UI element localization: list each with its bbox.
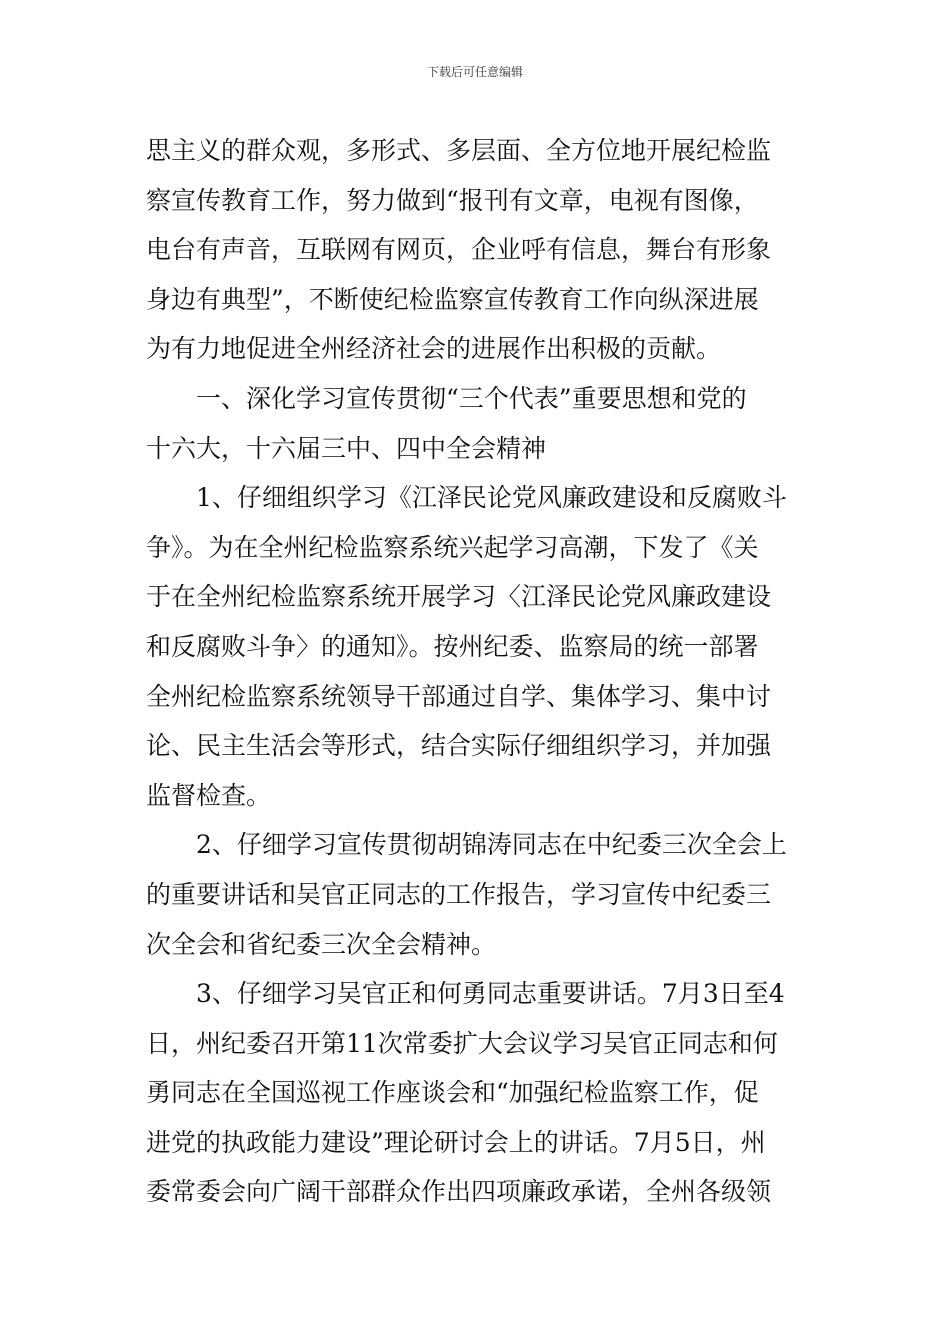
text-line: 论、民主生活会等形式，结合实际仔细组织学习，并加强: [146, 731, 772, 761]
text-line: 电台有声音，互联网有网页，企业呼有信息，舞台有形象: [146, 235, 772, 265]
text-line: 2、仔细学习宣传贯彻胡锦涛同志在中纪委三次全会上: [196, 830, 787, 860]
text-line: 进党的执政能力建设”理论研讨会上的讲话。7月5日，州: [146, 1127, 766, 1157]
page-header: 下载后可任意编辑: [426, 65, 523, 79]
text-line: 全州纪检监察系统领导干部通过自学、集体学习、集中讨: [146, 681, 772, 711]
text-line: 为有力地促进全州经济社会的进展作出积极的贡献。: [146, 334, 722, 364]
text-line: 一、深化学习宣传贯彻“三个代表”重要思想和党的: [196, 383, 747, 413]
text-line: 和反腐败斗争〉的通知》。按州纪委、监察局的统一部署: [146, 631, 759, 661]
text-line: 十六大，十六届三中、四中全会精神: [146, 433, 547, 463]
text-line: 于在全州纪检监察系统开展学习〈江泽民论党风廉政建设: [146, 582, 772, 612]
text-line: 身边有典型”，不断使纪检监察宣传教育工作向纵深进展: [146, 284, 759, 314]
text-line: 察宣传教育工作，努力做到“报刊有文章，电视有图像，: [146, 185, 759, 215]
text-line: 勇同志在全国巡视工作座谈会和“加强纪检监察工作，促: [146, 1078, 759, 1108]
document-body: [146, 126, 808, 1217]
text-line: 争》。为在全州纪检监察系统兴起学习高潮，下发了《关: [146, 532, 759, 562]
text-line: 委常委会向广阔干部群众作出四项廉政承诺，全州各级领: [146, 1177, 772, 1207]
text-line: 1、仔细组织学习《江泽民论党风廉政建设和反腐败斗: [196, 483, 787, 513]
text-line: 监督检查。: [146, 780, 272, 810]
text-line: 思主义的群众观，多形式、多层面、全方位地开展纪检监: [146, 136, 772, 165]
text-line: 的重要讲话和吴官正同志的工作报告，学习宣传中纪委三: [146, 879, 772, 909]
text-line: 次全会和省纪委三次全会精神。: [146, 929, 497, 959]
text-line: 日，州纪委召开第11次常委扩大会议学习吴官正同志和何: [146, 1028, 778, 1058]
text-line: 3、仔细学习吴官正和何勇同志重要讲话。7月3日至4: [196, 979, 785, 1009]
